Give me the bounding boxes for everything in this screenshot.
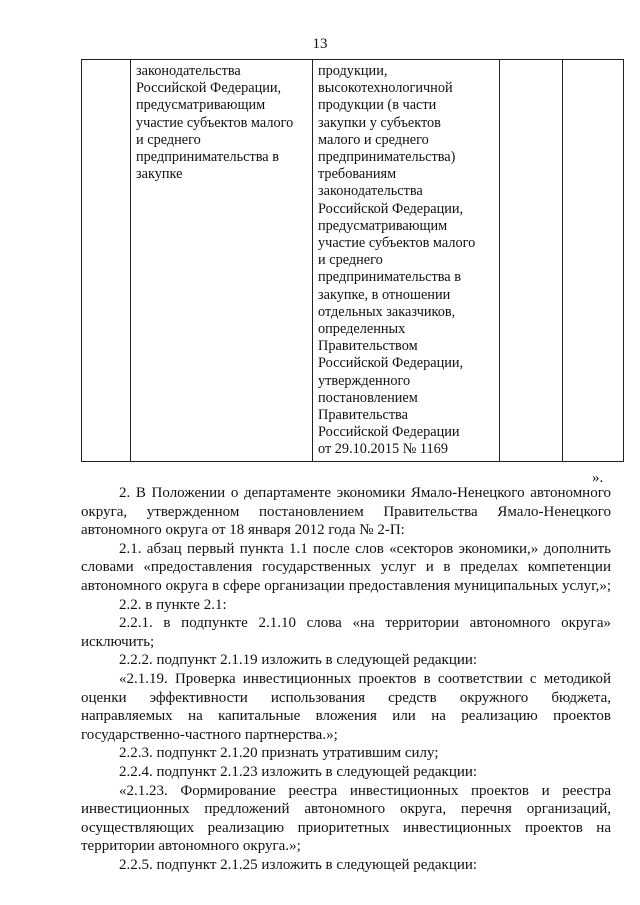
cell-text-line: малого и среднего (318, 131, 429, 148)
paragraph-line: осуществляющих реализацию приоритетных инвестиционных проектов на (81, 819, 611, 836)
cell-text-line: определенных (318, 321, 406, 338)
cell-text-line: продукции, (318, 63, 388, 79)
cell-text-line: предпринимательства) (318, 149, 456, 166)
cell-text-line: предпринимательства в (136, 149, 279, 166)
paragraph-line: инвестиционных предложений автономного округа, перечня организаций, (81, 801, 611, 818)
cell-text-line: Российской Федерации (318, 424, 460, 441)
table-cell-indicator (313, 60, 500, 462)
cell-text-line: предусматривающим (136, 97, 266, 114)
cell-text-line: утвержденного (318, 372, 411, 389)
paragraph-line: автономного округа от 18 января 2012 года № 2-П: (81, 522, 405, 539)
cell-text-line: требованиям (318, 166, 397, 183)
table-closing-mark: ». (592, 470, 604, 486)
table-cell-empty (563, 60, 624, 462)
cell-text-line: закупки у субъектов (318, 114, 441, 131)
paragraph-line: словами «предоставления государственных услуг и в пределах компетенции (81, 559, 611, 576)
paragraph-line: 2.1. абзац первый пункта 1.1 после слов «секторов экономики,» дополнить (119, 540, 611, 557)
cell-text-line: отдельных заказчиков, (318, 303, 456, 320)
paragraph-line: исключить; (81, 633, 155, 650)
cell-text-line: предпринимательства в (318, 269, 461, 286)
document-body (81, 484, 611, 874)
paragraph-line: 2.2.3. подпункт 2.1.20 признать утратившим силу; (119, 745, 439, 762)
paragraph-line: оценки эффективности использования средств окружного бюджета, (81, 689, 611, 706)
continuation-table (81, 59, 624, 462)
cell-text-line: и среднего (318, 252, 383, 269)
paragraph-line: «2.1.19. Проверка инвестиционных проектов в соответствии с методикой (119, 670, 611, 687)
paragraph-line: 2.2.1. в подпункте 2.1.10 слова «на территории автономного округа» (119, 615, 611, 632)
cell-text-line: от 29.10.2015 № 1169 (318, 441, 448, 458)
cell-text-line: Российской Федерации, (318, 355, 464, 372)
cell-text-line: закупке, в отношении (318, 286, 451, 303)
cell-text-line: и среднего (136, 131, 201, 148)
paragraph-line: 2.2.2. подпункт 2.1.19 изложить в следующей редакции: (119, 652, 478, 669)
cell-text-line: продукции (в части (318, 97, 437, 114)
cell-text-line: участие субъектов малого (318, 235, 476, 252)
page-number: 13 (312, 36, 328, 52)
cell-text-line: предусматривающим (318, 217, 448, 234)
paragraph-line: 2.2.5. подпункт 2.1.25 изложить в следующей редакции: (119, 856, 478, 873)
paragraph-line: территории автономного округа.»; (81, 838, 301, 855)
paragraph-line: государственно-частного партнерства.»; (81, 726, 338, 743)
cell-text-line: законодательства (318, 183, 423, 200)
cell-text-line: постановлением (318, 389, 418, 406)
cell-text-line: законодательства (136, 63, 241, 79)
table-cell-number (82, 60, 131, 462)
paragraph-line: 2.2.4. подпункт 2.1.23 изложить в следующей редакции: (119, 763, 478, 780)
cell-text-line: высокотехнологичной (318, 80, 453, 97)
paragraph-line: 2. В Положении о департаменте экономики Ямало-Ненецкого автономного (119, 485, 611, 501)
cell-text-line: Российской Федерации, (136, 80, 282, 97)
paragraph-line: автономного округа в сфере организации предоставления муниципальных услуг,»; (81, 577, 611, 594)
paragraph-line: 2.2. в пункте 2.1: (119, 596, 227, 613)
paragraph-line: «2.1.23. Формирование реестра инвестиционных проектов и реестра (119, 782, 611, 799)
table-cell-empty (500, 60, 563, 462)
cell-text-line: закупке (136, 166, 183, 183)
table-row (82, 60, 624, 462)
paragraph-line: округа, утвержденном постановлением Правительства Ямало-Ненецкого (81, 503, 611, 520)
cell-text-line: Российской Федерации, (318, 200, 464, 217)
cell-text-line: Правительством (318, 338, 418, 355)
paragraph-line: направляемых на капитальные вложения или на реализацию проектов (81, 708, 611, 725)
cell-text-line: участие субъектов малого (136, 114, 294, 131)
cell-text-line: Правительства (318, 407, 408, 424)
table-cell-legislation (131, 60, 313, 462)
